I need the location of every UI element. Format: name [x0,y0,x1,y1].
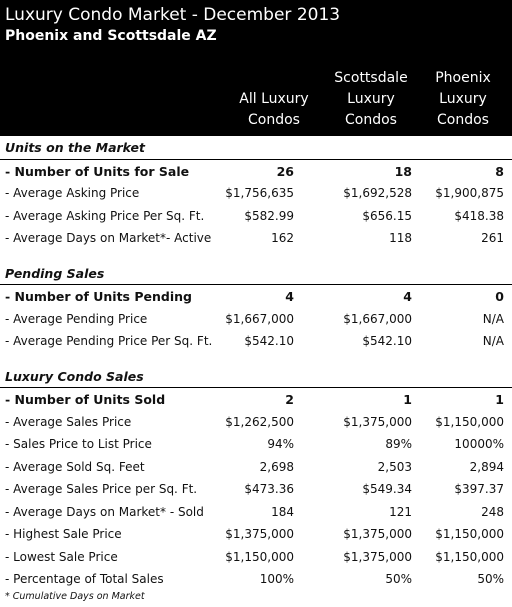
value-phoenix: $397.37 [454,482,504,496]
value-all: $542.10 [244,334,294,348]
table-row [0,478,512,501]
column-header-all-luxury: All Luxury Condos [239,91,309,128]
value-phoenix: $1,150,000 [435,549,504,564]
row-label: - Average Asking Price Per Sq. Ft. [5,208,205,223]
table-row [0,227,512,250]
row-label: - Average Days on Market* - Sold [5,504,204,519]
value-all: 2 [285,392,294,407]
row-label: - Average Sales Price per Sq. Ft. [5,482,198,496]
value-scottsdale: $1,375,000 [343,414,412,429]
row-label: - Average Pending Price Per Sq. Ft. [5,334,213,348]
section-title: Luxury Condo Sales [5,368,144,384]
section-title: Units on the Market [5,140,146,155]
value-scottsdale: 121 [389,504,412,519]
value-phoenix: $418.38 [454,208,504,223]
page-title: Luxury Condo Market - December 2013 [5,5,341,25]
value-all: 94% [267,437,294,451]
section-header [0,365,512,389]
table-row [0,308,512,331]
value-scottsdale: $1,375,000 [343,527,412,541]
value-all: 26 [276,163,294,179]
table-row [0,433,512,456]
table-row [0,388,512,411]
value-scottsdale: $1,692,528 [343,186,412,200]
table-row [0,182,512,205]
row-label: - Average Sales Price [5,414,132,429]
value-scottsdale: 18 [394,163,412,179]
value-scottsdale: $1,667,000 [343,311,412,326]
row-label: - Number of Units Sold [5,392,166,407]
section-spacer [0,353,512,365]
table-row [0,205,512,228]
row-label: - Lowest Sale Price [5,549,118,564]
row-label: - Highest Sale Price [5,527,122,541]
value-scottsdale: 50% [385,572,412,586]
value-all: 2,698 [259,459,294,474]
value-scottsdale: $542.10 [362,334,412,348]
table-row [0,330,512,353]
table-row [0,160,512,183]
value-all: $1,150,000 [225,549,294,564]
row-label: - Sales Price to List Price [5,437,152,451]
table-row [0,285,512,308]
value-all: $473.36 [244,482,294,496]
value-scottsdale: 2,503 [377,459,412,474]
page-subtitle: Phoenix and Scottsdale AZ [5,28,217,44]
section-title: Pending Sales [5,265,105,281]
value-phoenix: 8 [495,163,504,179]
value-phoenix: 10000% [454,437,504,451]
value-phoenix: N/A [482,334,504,348]
value-phoenix: 50% [477,572,504,586]
table-row [0,456,512,479]
value-all: 162 [271,231,294,245]
row-label: - Average Pending Price [5,311,148,326]
column-header-phoenix: Phoenix Luxury Condos [435,70,491,128]
value-scottsdale: 89% [385,437,412,451]
value-all: $1,756,635 [225,186,294,200]
value-all: $1,667,000 [225,311,294,326]
value-phoenix: 0 [495,289,504,304]
row-label: - Percentage of Total Sales [5,572,164,586]
row-label: - Average Asking Price [5,186,140,200]
value-phoenix: $1,900,875 [435,186,504,200]
table-row [0,568,512,591]
header-band [0,0,512,136]
section-spacer [0,250,512,262]
row-label: - Average Days on Market*- Active [5,231,212,245]
value-all: 4 [285,289,294,304]
row-label: - Average Sold Sq. Feet [5,459,145,474]
section-header [0,136,512,160]
footnote: * Cumulative Days on Market [5,591,145,602]
table-row [0,411,512,434]
table-row [0,523,512,546]
value-all: $1,262,500 [225,414,294,429]
value-scottsdale: $549.34 [362,482,412,496]
value-phoenix: $1,150,000 [435,527,504,541]
value-scottsdale: $1,375,000 [343,549,412,564]
table-row [0,546,512,569]
value-all: $1,375,000 [225,527,294,541]
value-all: 184 [271,504,294,519]
row-label: - Number of Units Pending [5,289,192,304]
stats-table [0,136,512,591]
value-scottsdale: 118 [389,231,412,245]
value-phoenix: 1 [495,392,504,407]
value-phoenix: N/A [482,311,504,326]
table-row [0,501,512,524]
value-scottsdale: $656.15 [362,208,412,223]
value-phoenix: $1,150,000 [435,414,504,429]
value-phoenix: 248 [481,504,504,519]
column-header-scottsdale: Scottsdale Luxury Condos [334,70,408,128]
value-phoenix: 261 [481,231,504,245]
row-label: - Number of Units for Sale [5,163,190,179]
value-scottsdale: 1 [403,392,412,407]
section-header [0,262,512,286]
value-phoenix: 2,894 [469,459,504,474]
value-all: $582.99 [244,208,294,223]
value-scottsdale: 4 [403,289,412,304]
value-all: 100% [259,572,294,586]
